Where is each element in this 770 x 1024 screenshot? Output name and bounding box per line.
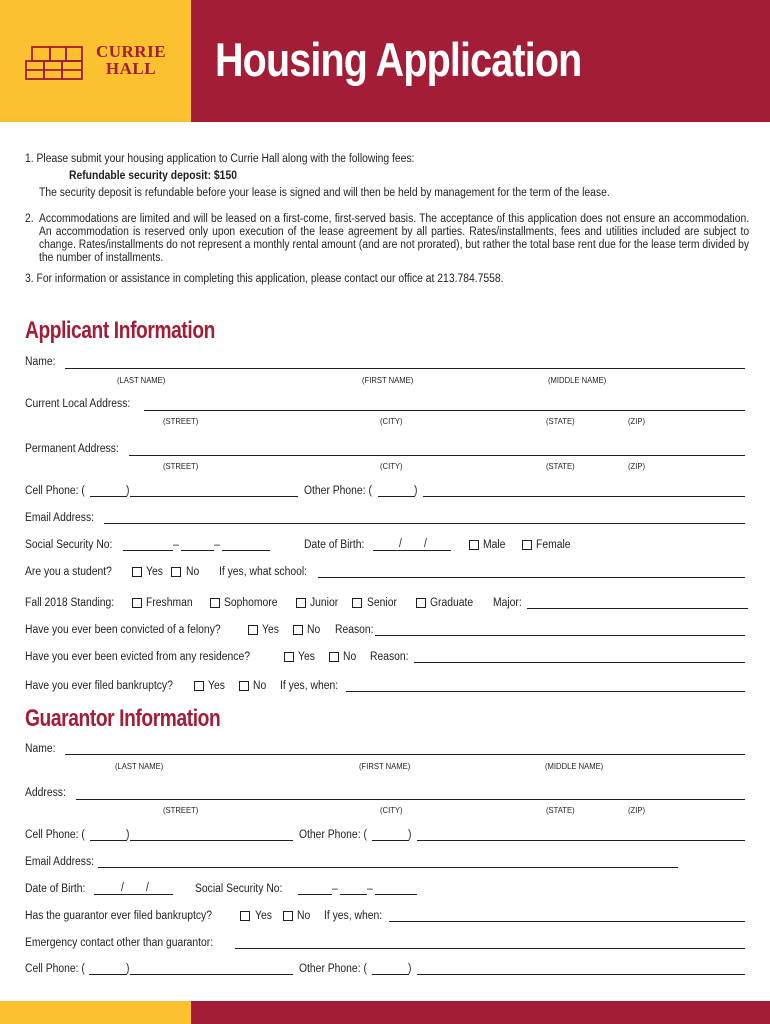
guarantor-cell-phone-field[interactable]	[130, 840, 293, 841]
emergency-contact-field[interactable]	[235, 948, 745, 949]
felony-reason-field[interactable]	[375, 635, 745, 636]
applicant-dob-slash2: /	[424, 538, 427, 550]
guarantor-middle-name-caption: (MIDDLE NAME)	[545, 761, 604, 771]
applicant-cell-paren: )	[126, 485, 130, 497]
header-logo-panel	[0, 0, 191, 122]
applicant-bankruptcy-no-checkbox[interactable]	[239, 681, 249, 691]
applicant-cell-area-code-field[interactable]	[90, 496, 127, 497]
student-yes-checkbox[interactable]	[132, 567, 142, 577]
evicted-reason-label: Reason:	[370, 651, 409, 663]
guarantor-bankruptcy-no-checkbox[interactable]	[283, 911, 293, 921]
guarantor-address-label: Address:	[25, 787, 66, 799]
guarantor-other-area-code-field[interactable]	[372, 840, 409, 841]
guarantor-first-name-caption: (FIRST NAME)	[359, 761, 411, 771]
page-title: Housing Application	[215, 33, 582, 86]
footer-band-gold	[0, 1001, 191, 1024]
evicted-yes-checkbox[interactable]	[284, 652, 294, 662]
student-question: Are you a student?	[25, 566, 112, 578]
guarantor-cell-paren: )	[126, 829, 130, 841]
emergency-contact-label: Emergency contact other than guarantor:	[25, 937, 214, 949]
guarantor-last-name-caption: (LAST NAME)	[115, 761, 164, 771]
current-city-caption: (CITY)	[380, 416, 403, 426]
guarantor-city-caption: (CITY)	[380, 805, 403, 815]
guarantor-ssn-part3-field[interactable]	[375, 894, 417, 895]
senior-checkbox[interactable]	[352, 598, 362, 608]
felony-yes-checkbox[interactable]	[248, 625, 258, 635]
guarantor-street-caption: (STREET)	[163, 805, 199, 815]
guarantor-dob-label: Date of Birth:	[25, 883, 86, 895]
evicted-no-checkbox[interactable]	[329, 652, 339, 662]
guarantor-zip-caption: (ZIP)	[628, 805, 646, 815]
female-label: Female	[536, 539, 571, 551]
applicant-first-name-caption: (FIRST NAME)	[362, 375, 414, 385]
applicant-ssn-label: Social Security No:	[25, 539, 113, 551]
emergency-cell-phone-field[interactable]	[130, 974, 293, 975]
current-address-field[interactable]	[144, 410, 745, 411]
guarantor-ssn-part2-field[interactable]	[340, 894, 367, 895]
instruction-2-number: 2.	[25, 213, 34, 225]
permanent-address-field[interactable]	[129, 455, 745, 456]
guarantor-ssn-dash1: –	[332, 883, 338, 895]
deposit-amount: Refundable security deposit: $150	[69, 170, 237, 182]
guarantor-dob-slash2: /	[146, 882, 149, 894]
school-label: If yes, what school:	[219, 566, 308, 578]
senior-label: Senior	[367, 597, 397, 609]
guarantor-other-phone-field[interactable]	[417, 840, 745, 841]
freshman-checkbox[interactable]	[132, 598, 142, 608]
permanent-street-caption: (STREET)	[163, 461, 199, 471]
felony-no-checkbox[interactable]	[293, 625, 303, 635]
emergency-cell-area-code-field[interactable]	[89, 974, 127, 975]
applicant-bankruptcy-question: Have you ever filed bankruptcy?	[25, 680, 173, 692]
applicant-bankruptcy-no-label: No	[253, 680, 267, 692]
junior-checkbox[interactable]	[296, 598, 306, 608]
applicant-last-name-caption: (LAST NAME)	[117, 375, 166, 385]
applicant-bankruptcy-yes-checkbox[interactable]	[194, 681, 204, 691]
applicant-other-paren: )	[414, 485, 418, 497]
applicant-cell-phone-field[interactable]	[130, 496, 298, 497]
guarantor-email-label: Email Address:	[25, 856, 95, 868]
guarantor-cell-phone-label: Cell Phone: (	[25, 829, 85, 841]
guarantor-other-paren: )	[408, 829, 412, 841]
guarantor-bankruptcy-no-label: No	[297, 910, 311, 922]
logo-line-hall: HALL	[105, 59, 157, 78]
female-checkbox[interactable]	[522, 540, 532, 550]
guarantor-state-caption: (STATE)	[546, 805, 575, 815]
emergency-cell-paren: )	[126, 963, 130, 975]
applicant-section-title: Applicant Information	[25, 317, 215, 344]
junior-label: Junior	[310, 597, 339, 609]
applicant-email-label: Email Address:	[25, 512, 95, 524]
major-label: Major:	[493, 597, 522, 609]
applicant-ssn-dash2: –	[214, 539, 220, 551]
graduate-checkbox[interactable]	[416, 598, 426, 608]
guarantor-section-title: Guarantor Information	[25, 705, 221, 732]
current-street-caption: (STREET)	[163, 416, 199, 426]
guarantor-ssn-part1-field[interactable]	[298, 894, 332, 895]
emergency-other-area-code-field[interactable]	[372, 974, 409, 975]
emergency-other-phone-label: Other Phone: (	[299, 963, 367, 975]
instruction-1: 1. Please submit your housing application to Currie Hall along with the following fees:	[25, 153, 415, 165]
guarantor-bankruptcy-when-field[interactable]	[389, 921, 745, 922]
major-field[interactable]	[527, 608, 748, 609]
applicant-other-phone-label: Other Phone: (	[304, 485, 372, 497]
guarantor-bankruptcy-yes-checkbox[interactable]	[240, 911, 250, 921]
applicant-other-phone-field[interactable]	[423, 496, 745, 497]
emergency-cell-phone-label: Cell Phone: (	[25, 963, 85, 975]
applicant-other-area-code-field[interactable]	[378, 496, 415, 497]
permanent-state-caption: (STATE)	[546, 461, 575, 471]
applicant-name-label: Name:	[25, 356, 56, 368]
footer-band-crimson	[191, 1001, 770, 1024]
applicant-bankruptcy-when-field[interactable]	[346, 691, 745, 692]
instruction-3: 3. For information or assistance in completing this application, please contact our office at 213.784.7558.	[25, 273, 504, 285]
guarantor-ssn-label: Social Security No:	[195, 883, 283, 895]
male-checkbox[interactable]	[469, 540, 479, 550]
applicant-name-field[interactable]	[65, 368, 745, 369]
felony-no-label: No	[307, 624, 321, 636]
instruction-2-text: Accommodations are limited and will be leased on a first-come, first-served basis. The acceptance of this application does not ensure an accommodation. An accommodation is reserved only upon execution of the lease agreement by all parties. Rates/installments, fees and utilities included are subject to change. Rates/installments do not represent a monthly rental amount (and are not prorated), but rather the total base rent due for the lease term divided by the number of installments.	[39, 213, 750, 264]
felony-reason-label: Reason:	[335, 624, 374, 636]
evicted-question: Have you ever been evicted from any residence?	[25, 651, 250, 663]
permanent-city-caption: (CITY)	[380, 461, 403, 471]
guarantor-bankruptcy-yes-label: Yes	[255, 910, 272, 922]
student-no-label: No	[186, 566, 200, 578]
applicant-dob-field[interactable]	[373, 550, 451, 551]
currie-hall-logo-icon	[24, 45, 84, 81]
logo-wordmark	[88, 43, 174, 77]
applicant-bankruptcy-when-label: If yes, when:	[280, 680, 339, 692]
logo-line-currie: CURRIE	[95, 42, 167, 61]
evicted-no-label: No	[343, 651, 357, 663]
school-field[interactable]	[318, 577, 745, 578]
guarantor-cell-area-code-field[interactable]	[90, 840, 127, 841]
sophomore-checkbox[interactable]	[210, 598, 220, 608]
guarantor-name-field[interactable]	[65, 754, 745, 755]
emergency-other-phone-field[interactable]	[417, 974, 745, 975]
applicant-ssn-part3-field[interactable]	[222, 550, 270, 551]
student-no-checkbox[interactable]	[171, 567, 181, 577]
emergency-other-paren: )	[408, 963, 412, 975]
permanent-zip-caption: (ZIP)	[628, 461, 646, 471]
guarantor-bankruptcy-question: Has the guarantor ever filed bankruptcy?	[25, 910, 212, 922]
standing-label: Fall 2018 Standing:	[25, 597, 115, 609]
evicted-yes-label: Yes	[298, 651, 315, 663]
permanent-address-label: Permanent Address:	[25, 443, 119, 455]
applicant-bankruptcy-yes-label: Yes	[208, 680, 225, 692]
guarantor-name-label: Name:	[25, 743, 56, 755]
applicant-ssn-part1-field[interactable]	[123, 550, 173, 551]
applicant-dob-slash1: /	[399, 538, 402, 550]
evicted-reason-field[interactable]	[414, 662, 745, 663]
current-address-label: Current Local Address:	[25, 398, 131, 410]
guarantor-address-field[interactable]	[76, 799, 745, 800]
guarantor-dob-field[interactable]	[94, 894, 173, 895]
applicant-ssn-dash1: –	[173, 539, 179, 551]
deposit-note: The security deposit is refundable before your lease is signed and will then be held by management for the term of the lease.	[39, 187, 610, 199]
guarantor-dob-slash1: /	[121, 882, 124, 894]
guarantor-bankruptcy-when-label: If yes, when:	[324, 910, 383, 922]
applicant-dob-label: Date of Birth:	[304, 539, 365, 551]
current-state-caption: (STATE)	[546, 416, 575, 426]
felony-question: Have you ever been convicted of a felony?	[25, 624, 221, 636]
graduate-label: Graduate	[430, 597, 474, 609]
instruction-2	[39, 213, 749, 265]
guarantor-ssn-dash2: –	[367, 883, 373, 895]
guarantor-other-phone-label: Other Phone: (	[299, 829, 367, 841]
felony-yes-label: Yes	[262, 624, 279, 636]
guarantor-email-field[interactable]	[98, 867, 678, 868]
applicant-email-field[interactable]	[104, 523, 745, 524]
student-yes-label: Yes	[146, 566, 163, 578]
male-label: Male	[483, 539, 506, 551]
applicant-middle-name-caption: (MIDDLE NAME)	[548, 375, 607, 385]
applicant-cell-phone-label: Cell Phone: (	[25, 485, 85, 497]
freshman-label: Freshman	[146, 597, 193, 609]
current-zip-caption: (ZIP)	[628, 416, 646, 426]
applicant-ssn-part2-field[interactable]	[181, 550, 214, 551]
sophomore-label: Sophomore	[224, 597, 278, 609]
